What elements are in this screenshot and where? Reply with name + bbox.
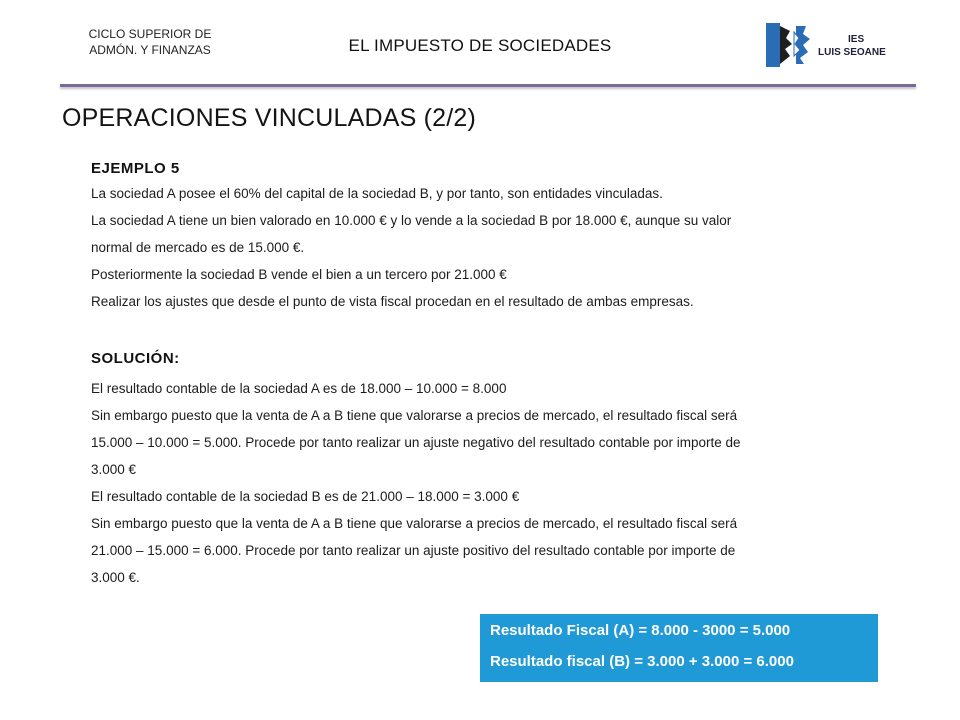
solution-line: 3.000 €	[91, 462, 137, 477]
example-line: Posteriormente la sociedad B vende el bien a un tercero por 21.000 €	[91, 267, 507, 282]
solution-line: 15.000 – 10.000 = 5.000. Procede por tanto realizar un ajuste negativo del resultado contable por importe de	[91, 435, 741, 450]
solution-line: Sin embargo puesto que la venta de A a B tiene que valorarse a precios de mercado, el resultado fiscal será	[91, 516, 738, 531]
example-heading: EJEMPLO 5	[91, 160, 180, 177]
result-summary-box	[480, 614, 878, 682]
cycle-label	[60, 26, 240, 58]
solution-line: Sin embargo puesto que la venta de A a B tiene que valorarse a precios de mercado, el resultado fiscal será	[91, 408, 738, 423]
ies-luis-seoane-logo-icon	[766, 22, 814, 68]
cycle-line-1: CICLO SUPERIOR DE	[88, 27, 212, 41]
ies-logo	[766, 22, 906, 68]
solution-line: 21.000 – 15.000 = 6.000. Procede por tanto realizar un ajuste positivo del resultado contable por importe de	[91, 543, 736, 558]
result-fiscal-a: Resultado Fiscal (A) = 8.000 - 3000 = 5.000	[490, 622, 791, 639]
logo-text-ies: IES	[848, 34, 865, 45]
example-line: La sociedad A posee el 60% del capital de la sociedad B, y por tanto, son entidades vinculadas.	[91, 186, 663, 201]
solution-line: El resultado contable de la sociedad A es de 18.000 – 10.000 = 8.000	[91, 381, 507, 396]
cycle-line-2: ADMÓN. Y FINANZAS	[89, 43, 211, 57]
solution-line: El resultado contable de la sociedad B es de 21.000 – 18.000 = 3.000 €	[91, 489, 520, 504]
solution-line: 3.000 €.	[91, 570, 140, 585]
example-line: Realizar los ajustes que desde el punto de vista fiscal procedan en el resultado de ambas empresas.	[91, 294, 694, 309]
example-line: normal de mercado es de 15.000 €.	[91, 240, 305, 255]
solution-text	[91, 375, 891, 591]
result-fiscal-b: Resultado fiscal (B) = 3.000 + 3.000 = 6.000	[490, 653, 794, 670]
logo-text-school: LUIS SEOANE	[818, 47, 886, 58]
solution-heading: SOLUCIÓN:	[91, 350, 180, 367]
example-text	[91, 180, 891, 315]
example-line: La sociedad A tiene un bien valorado en 10.000 € y lo vende a la sociedad B por 18.000 €, aunque su valor	[91, 213, 732, 228]
slide-title: OPERACIONES VINCULADAS (2/2)	[62, 104, 477, 132]
header-title: EL IMPUESTO DE SOCIEDADES	[348, 36, 612, 55]
header-divider	[60, 84, 916, 87]
